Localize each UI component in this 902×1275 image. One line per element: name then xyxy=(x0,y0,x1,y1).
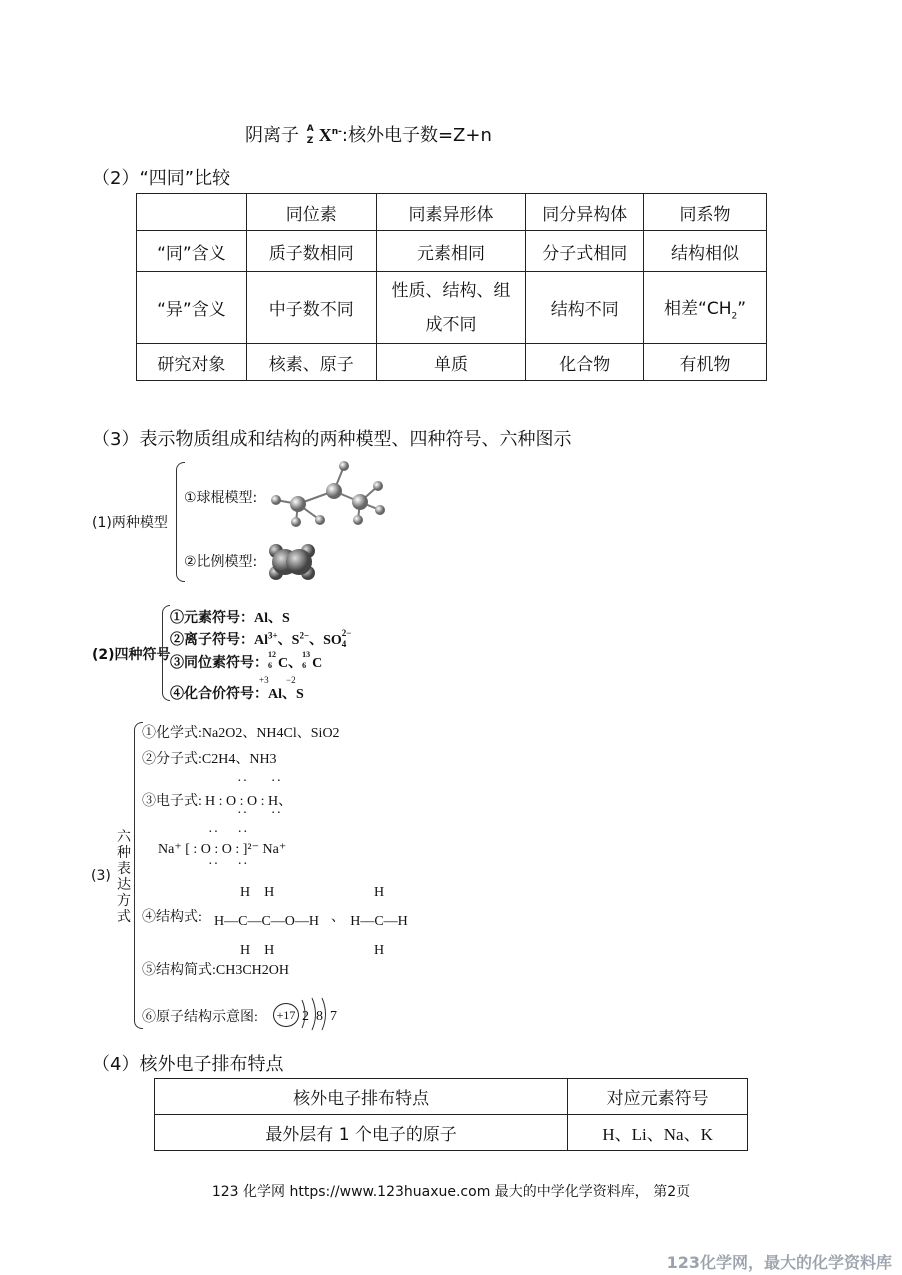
chemical-formula-line: ①化学式:Na2O2、NH4Cl、SiO2 xyxy=(142,726,340,741)
header-cell xyxy=(137,194,247,231)
simplified-formula-line: ⑤结构简式:CH3CH2OH xyxy=(142,963,290,978)
table-cell: 核素、原子 xyxy=(246,344,376,381)
structural-separator: 、 xyxy=(331,910,345,925)
models-label: (1)两种模型 xyxy=(92,515,168,531)
cell-line: 成不同 xyxy=(425,314,477,335)
valence-symbol-line xyxy=(170,683,304,703)
structure-row: H H xyxy=(240,943,275,958)
isotope-prefix: ③同位素符号： xyxy=(170,656,268,671)
section3-heading: （3）表示物质组成和结构的两种模型、四种符号、六种图示 xyxy=(92,429,572,450)
symbols-label: (2)四种符号 xyxy=(92,647,171,663)
table-cell: 研究对象 xyxy=(137,344,247,381)
label-char: 六 xyxy=(117,829,131,845)
ch2-prefix: 相差“CH xyxy=(664,298,732,319)
structure-row: H—C—C—O—H xyxy=(214,914,320,929)
electron-formula-prefix: ③电子式: xyxy=(142,794,202,809)
table-row xyxy=(137,344,767,381)
methane-structural-formula xyxy=(348,878,410,965)
four-same-table xyxy=(136,193,767,381)
header-cell: 对应元素符号 xyxy=(568,1079,748,1115)
header-cell: 同素异形体 xyxy=(376,194,526,231)
table-header-row xyxy=(155,1079,748,1115)
electron-config-table xyxy=(154,1078,748,1151)
ion-prefix: ②离子符号： xyxy=(170,633,254,648)
ch2-subscript: 2 xyxy=(731,311,738,322)
isotope-a-el: C xyxy=(278,656,289,671)
table-cell: 结构相似 xyxy=(644,231,767,272)
isotope-b-mass: 13 xyxy=(302,650,311,659)
table-cell: 有机物 xyxy=(644,344,767,381)
section4-heading: （4）核外电子排布特点 xyxy=(92,1054,284,1075)
valence-body: Al、S xyxy=(268,687,304,702)
expressions-label xyxy=(116,829,132,925)
table-cell: 质子数相同 xyxy=(246,231,376,272)
element-symbol-line: ①元素符号：Al、S xyxy=(170,611,290,626)
ion-so-charge: 2− xyxy=(341,628,352,638)
page-footer: 123 化学网 https://www.123huaxue.com 最大的中学化学资料库， 第2页 xyxy=(211,1184,691,1200)
table-cell: H、Li、Na、K xyxy=(568,1115,748,1151)
table-cell: 分子式相同 xyxy=(526,231,644,272)
anion-prefix: 阴离子 xyxy=(245,125,299,146)
valence-prefix: ④化合价符号： xyxy=(170,687,268,702)
element-symbol: X xyxy=(318,125,332,145)
valence-s-top: −2 xyxy=(286,675,296,685)
electron-formula-h2o2: H : O : O : H、 xyxy=(205,794,293,809)
label-char: 方 xyxy=(117,893,131,909)
isotope-b-el: C xyxy=(312,656,323,671)
isotope-a-mass: 12 xyxy=(268,650,276,659)
atom-shell-electrons: 2 8 7 xyxy=(302,1009,337,1024)
table-cell: 中子数不同 xyxy=(246,272,376,344)
ch2-suffix: ” xyxy=(737,298,747,319)
electron-dots: ·· ·· xyxy=(208,825,249,840)
atomic-number: Z xyxy=(306,136,314,146)
isotope-b-num: 6 xyxy=(302,661,307,670)
section2-heading: （2）“四同”比较 xyxy=(92,168,231,189)
table-cell xyxy=(376,272,526,344)
atom-nucleus: +17 xyxy=(273,1003,299,1027)
ion-al-charge: 3+ xyxy=(268,630,278,641)
header-cell: 同分异构体 xyxy=(526,194,644,231)
table-cell: 最外层有 1 个电子的原子 xyxy=(155,1115,568,1151)
header-cell: 同系物 xyxy=(644,194,767,231)
space-fill-label: ②比例模型: xyxy=(184,554,258,570)
table-row xyxy=(137,231,767,272)
ion-al: Al xyxy=(254,633,268,648)
table-cell: 化合物 xyxy=(526,344,644,381)
label-char: 达 xyxy=(117,877,131,893)
isotope-symbol-line: ③同位素符号： 12 6 C、 13 6 C xyxy=(170,650,323,671)
electron-dots: ·· ·· xyxy=(237,806,283,821)
anion-line xyxy=(245,121,492,147)
ethanol-structural-formula xyxy=(214,878,319,965)
ion-s-charge: 2− xyxy=(299,630,310,641)
site-watermark: 123化学网，最大的化学资料库 xyxy=(666,1253,892,1272)
table-header-row xyxy=(137,194,767,231)
molecular-formula-line: ②分子式:C2H4、NH3 xyxy=(142,752,277,767)
expressions-prefix: (3) xyxy=(91,868,111,884)
table-row xyxy=(155,1115,748,1151)
ion-symbol-line xyxy=(170,629,351,649)
table-row xyxy=(137,272,767,344)
ball-stick-model-image xyxy=(262,458,392,528)
isotope-a-num: 6 xyxy=(268,661,272,670)
mass-number: A xyxy=(306,124,314,134)
atom-diagram-prefix: ⑥原子结构示意图: xyxy=(142,1010,258,1025)
ball-stick-label: ①球棍模型: xyxy=(184,490,258,506)
electron-dots: ·· ·· xyxy=(208,857,249,872)
label-char: 种 xyxy=(117,845,131,861)
table-cell: “同”含义 xyxy=(137,231,247,272)
ion-s: 、S xyxy=(277,633,300,648)
structure-row: H—C—H xyxy=(350,914,408,929)
structural-formula-prefix: ④结构式: xyxy=(142,910,202,925)
valence-al-top: +3 xyxy=(259,675,269,685)
table-cell: 单质 xyxy=(376,344,526,381)
label-char: 式 xyxy=(117,909,131,925)
table-cell: 元素相同 xyxy=(376,231,526,272)
ion-so-sub: 4 xyxy=(341,639,347,649)
label-char: 表 xyxy=(117,861,131,877)
expressions-brace xyxy=(134,722,143,1029)
table-cell xyxy=(644,272,767,344)
space-fill-model-image xyxy=(266,541,318,583)
table-cell: “异”含义 xyxy=(137,272,247,344)
symbols-brace xyxy=(162,605,170,701)
cell-line: 性质、结构、组 xyxy=(391,280,511,301)
anion-suffix: :核外电子数=Z+n xyxy=(341,125,492,146)
electron-dots: ·· ·· xyxy=(237,774,283,789)
charge: n- xyxy=(331,127,342,137)
header-cell: 核外电子排布特点 xyxy=(155,1079,568,1115)
structure-row: H xyxy=(373,943,385,958)
table-cell: 结构不同 xyxy=(526,272,644,344)
ion-so: 、SO xyxy=(309,633,342,648)
electron-formula-na2o2: Na⁺ [ : O : O : ]²⁻ Na⁺ xyxy=(158,842,287,857)
structure-row: H H xyxy=(240,885,275,900)
structure-row: H xyxy=(373,885,385,900)
nuclide-scripts xyxy=(305,126,319,146)
header-cell: 同位素 xyxy=(246,194,376,231)
